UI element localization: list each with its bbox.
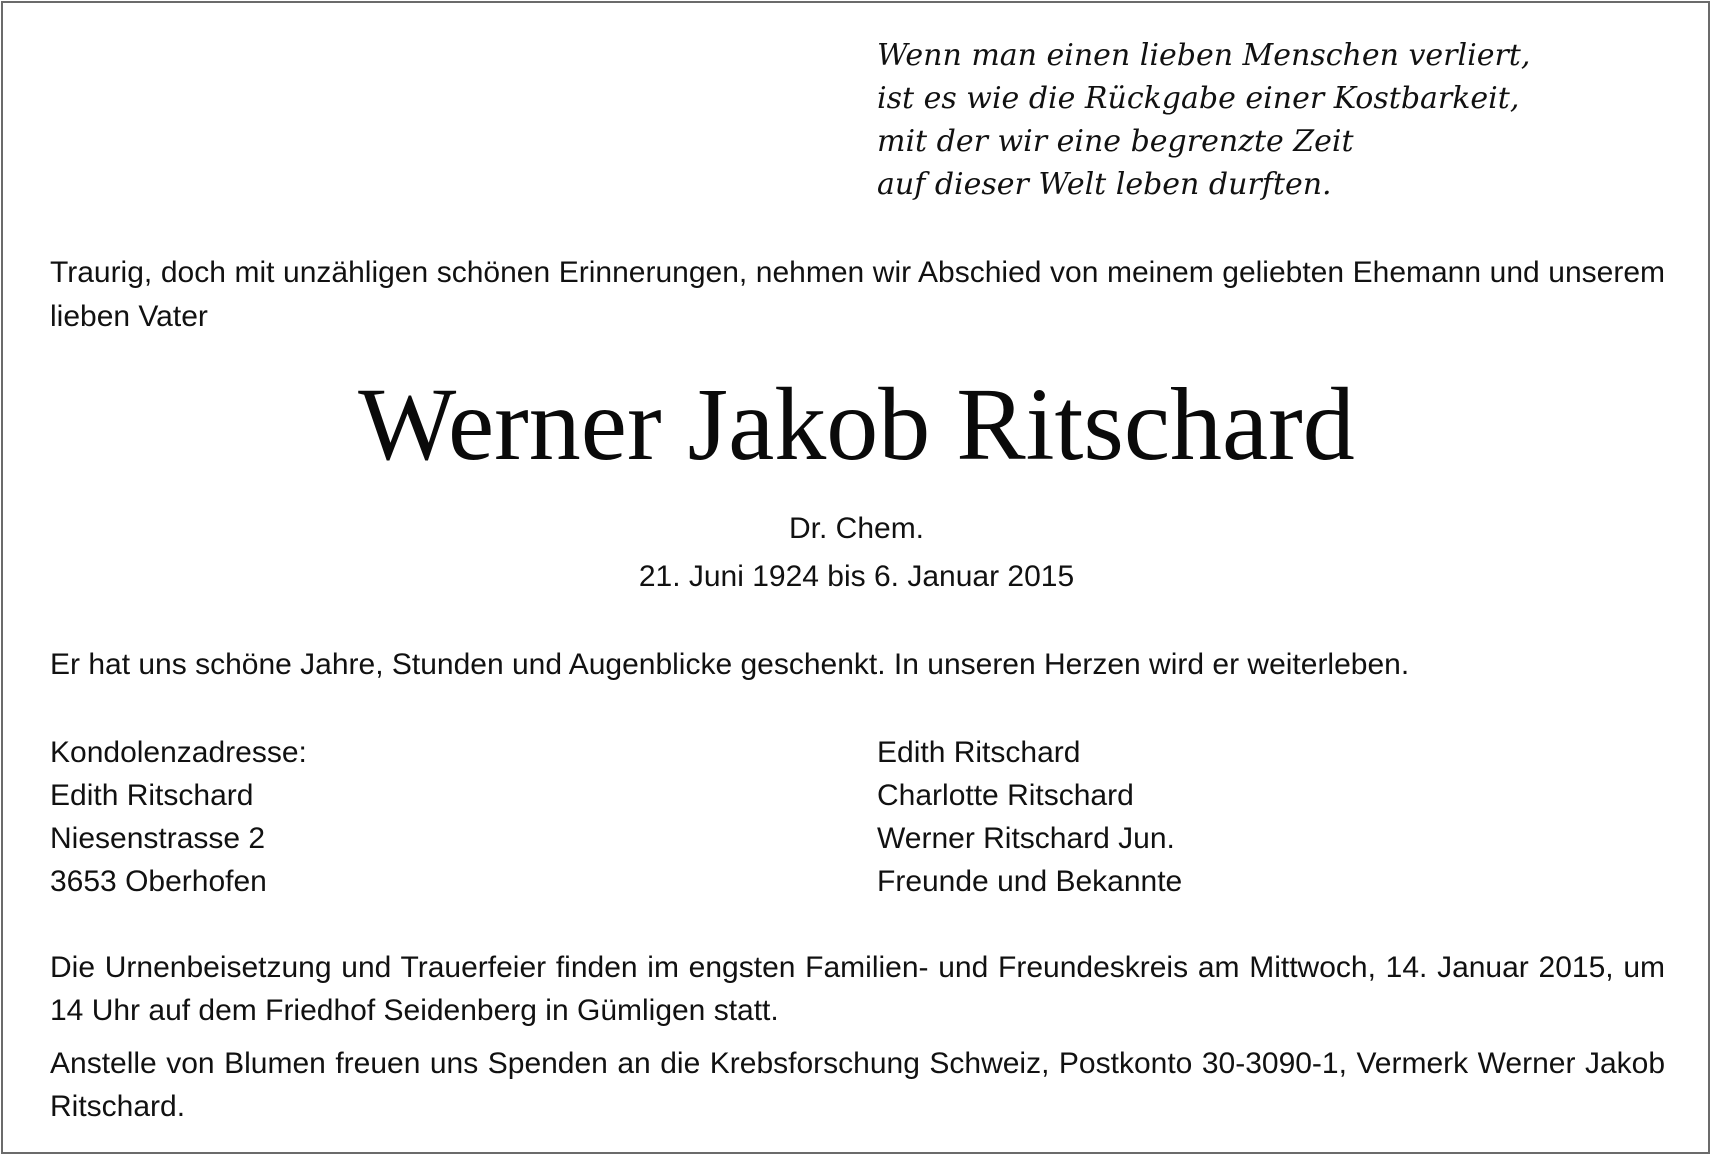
academic-title: Dr. Chem. (788, 512, 925, 545)
condolence-street: Niesenstrasse 2 (50, 822, 266, 855)
condolence-city: 3653 Oberhofen (50, 865, 267, 898)
mourner-item: Edith Ritschard (877, 736, 1081, 769)
mourner-item: Charlotte Ritschard (877, 779, 1134, 812)
condolence-name: Edith Ritschard (50, 779, 254, 812)
deceased-name: Werner Jakob Ritschard (358, 367, 1355, 482)
poem-line: auf dieser Welt leben durften. (877, 167, 1332, 202)
life-dates: 21. Juni 1924 bis 6. Januar 2015 (638, 560, 1075, 593)
mourner-item: Freunde und Bekannte (877, 865, 1183, 898)
poem-line: mit der wir eine begrenzte Zeit (877, 124, 1354, 159)
poem (877, 34, 1530, 206)
poem-line: ist es wie die Rückgabe einer Kostbarkeit, (877, 81, 1520, 116)
mourners-list (877, 731, 1182, 903)
condolence-label: Kondolenzadresse: (50, 736, 307, 769)
mourner-item: Werner Ritschard Jun. (877, 822, 1175, 855)
donation-text: Anstelle von Blumen freuen uns Spenden an die Krebsforschung Schweiz, Postkonto 30-3090-1, Vermerk Werner Jakob Ritschard. (50, 1047, 1665, 1123)
intro-text: Traurig, doch mit unzähligen schönen Erinnerungen, nehmen wir Abschied von meinem geliebten Ehemann und unserem lieben Vater (50, 256, 1665, 333)
condolence-address (50, 731, 307, 903)
tribute-text: Er hat uns schöne Jahre, Stunden und Augenblicke geschenkt. In unseren Herzen wird er weiterleben. (50, 648, 1410, 681)
ceremony-text: Die Urnenbeisetzung und Trauerfeier finden im engsten Familien- und Freundeskreis am Mittwoch, 14. Januar 2015, um 14 Uhr auf dem Friedhof Seidenberg in Gümligen statt. (50, 951, 1665, 1027)
poem-line: Wenn man einen lieben Menschen verliert, (877, 38, 1531, 73)
